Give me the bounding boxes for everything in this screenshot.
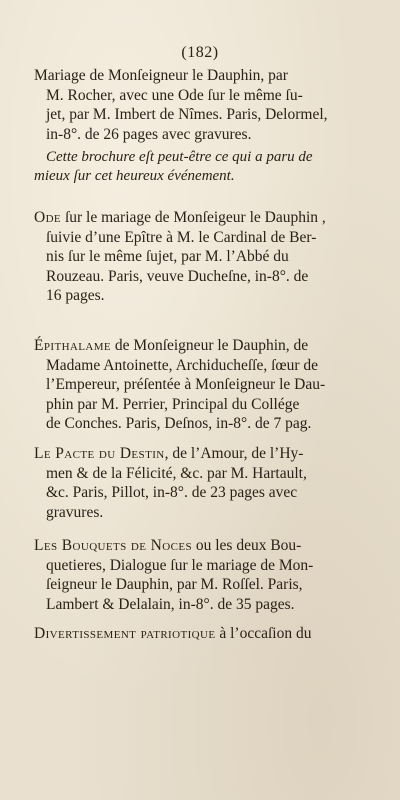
entry-first-line [34,208,370,228]
entry-divertissement [34,624,370,644]
entry-line: 16 pages. [46,287,105,304]
entry-line: &c. Paris, Pillot, in-8°. de 23 pages avec [46,484,298,501]
page-number: (182) [181,44,219,61]
entry-line: phin par M. Perrier, Principal du Collége [46,395,300,413]
entry-line: M. Rocher, avec une Ode ſur le même ſu- [46,86,303,104]
entry-first-line [34,536,370,556]
entry-line: jet, par M. Imbert de Nîmes. Paris, Delormel, [46,106,328,123]
entry-lead: Les Bouquets de Noces [34,537,192,554]
entry-note [34,148,376,186]
entry-first-line [34,444,370,464]
entry-lead: Le Pacte du Destin [34,445,165,462]
entry-bouquets-de-noces [34,536,370,614]
entry-lead: Ode [34,209,62,226]
entry-line: Lambert & Delalain, in-8°. de 35 pages. [46,595,295,613]
entry-ode [34,208,370,306]
entry-line: l’Empereur, préſentée à Monſeigneur le Dau- [46,376,326,393]
entry-line: ſur le mariage de Monſeigeur le Dauphin , [61,209,326,226]
entry-line: quetieres, Dialogue ſur le mariage de Mon- [46,556,314,574]
entry-line: Madame Antoinette, Archiducheſſe, ſœur de [46,356,319,374]
entry-line: ou les deux Bou- [191,537,302,554]
entry-lead: Épithalame [34,337,112,354]
entry-mariage [34,66,370,144]
entry-line: ſeigneur le Dauphin, par M. Roſſel. Paris, [46,576,303,593]
entry-line: , de l’Amour, de l’Hy- [164,445,304,462]
entry-pacte-du-destin [34,444,370,522]
entry-line: ſuivie d’une Epître à M. le Cardinal de Ber- [46,228,317,246]
entry-line: de Conches. Paris, Deſnos, in-8°. de 7 pag. [46,415,312,432]
entry-epithalame [34,336,370,434]
entry-line: de Monſeigneur le Dauphin, de [111,337,309,354]
entry-line: in-8°. de 26 pages avec gravures. [46,125,252,143]
note-line: Cette brochure eſt peut-être ce qui a paru de [46,149,313,165]
entry-first-line [34,336,370,356]
entry-line: men & de la Félicité, &c. par M. Hartault, [46,464,307,482]
entry-first-line [34,624,370,644]
entry-line: nis ſur le même ſujet, par M. l’Abbé du [46,248,289,265]
entry-line: Mariage de Monſeigneur le Dauphin, par [34,67,288,84]
entry-lead: Divertissement patriotique [34,625,216,642]
entry-line: Rouzeau. Paris, veuve Ducheſne, in-8°. de [46,267,309,285]
entry-line: à l’occaſion du [215,625,312,642]
entry-line: gravures. [46,503,104,521]
note-line: mieux ſur cet heureux événement. [34,168,235,184]
